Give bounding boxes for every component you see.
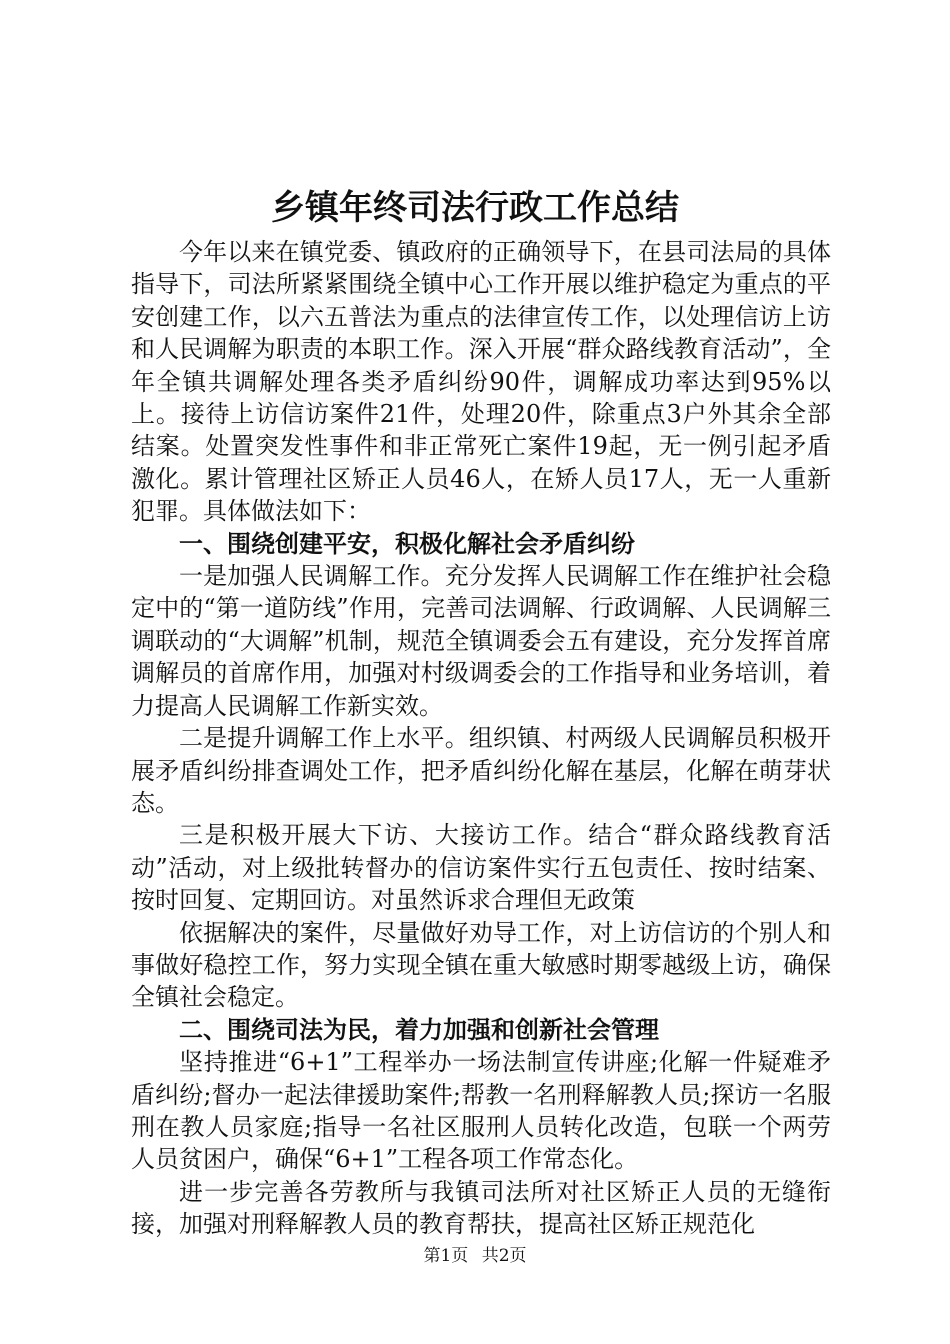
paragraph-petition-visits: 三是积极开展大下访、大接访工作。结合“群众路线教育活动”活动，对上级批转督办的信访案件实行五包责任、按时结案、按时回复、定期回访。对虽然诉求合理但无政策	[131, 821, 831, 915]
paragraph-6plus1-project: 坚持推进“6+1”工程举办一场法制宣传讲座;化解一件疑难矛盾纠纷;督办一起法律援助案件;帮教一名刑释解教人员;探访一名服刑在教人员家庭;指导一名社区服刑人员转化改造，包联一个两劳人员贫困户，确保“6+1”工程各项工作常态化。	[131, 1048, 831, 1174]
document-body	[131, 236, 831, 1241]
document-title: 乡镇年终司法行政工作总结	[271, 188, 679, 228]
paragraph-intro: 今年以来在镇党委、镇政府的正确领导下，在县司法局的具体指导下，司法所紧紧围绕全镇中心工作开展以维护稳定为重点的平安创建工作，以六五普法为重点的法律宣传工作，以处理信访上访和人民调解为职责的本职工作。深入开展“群众路线教育活动”，全年全镇共调解处理各类矛盾纠纷90件，调解成功率达到95%以上。接待上访信访案件21件，处理20件，除重点3户外其余全部结案。处置突发性事件和非正常死亡案件19起，无一例引起矛盾激化。累计管理社区矫正人员46人，在矫人员17人，无一人重新犯罪。具体做法如下：	[131, 238, 831, 526]
section-heading-1: 一、围绕创建平安，积极化解社会矛盾纠纷	[179, 529, 635, 558]
paragraph-mediation: 一是加强人民调解工作。充分发挥人民调解工作在维护社会稳定中的“第一道防线”作用，完善司法调解、行政调解、人民调解三调联动的“大调解”机制，规范全镇调委会五有建设，充分发挥首席调解员的首席作用，加强对村级调委会的工作指导和业务培训，着力提高人民调解工作新实效。	[131, 562, 831, 720]
page-total: 共2页	[481, 1246, 527, 1266]
paragraph-mediation-level: 二是提升调解工作上水平。组织镇、村两级人民调解员积极开展矛盾纠纷排查调处工作，把矛盾纠纷化解在基层，化解在萌芽状态。	[131, 724, 831, 817]
section-heading-2: 二、围绕司法为民，着力加强和创新社会管理	[179, 1015, 659, 1044]
page-number: 第1页	[423, 1246, 469, 1266]
paragraph-petition-stability: 依据解决的案件，尽量做好劝导工作，对上访信访的个别人和事做好稳控工作，努力实现全镇在重大敏感时期零越级上访，确保全镇社会稳定。	[131, 918, 831, 1012]
paragraph-community-correction: 进一步完善各劳教所与我镇司法所对社区矫正人员的无缝衔接，加强对刑释解教人员的教育帮扶，提高社区矫正规范化	[131, 1177, 831, 1239]
page-footer	[0, 1244, 950, 1268]
